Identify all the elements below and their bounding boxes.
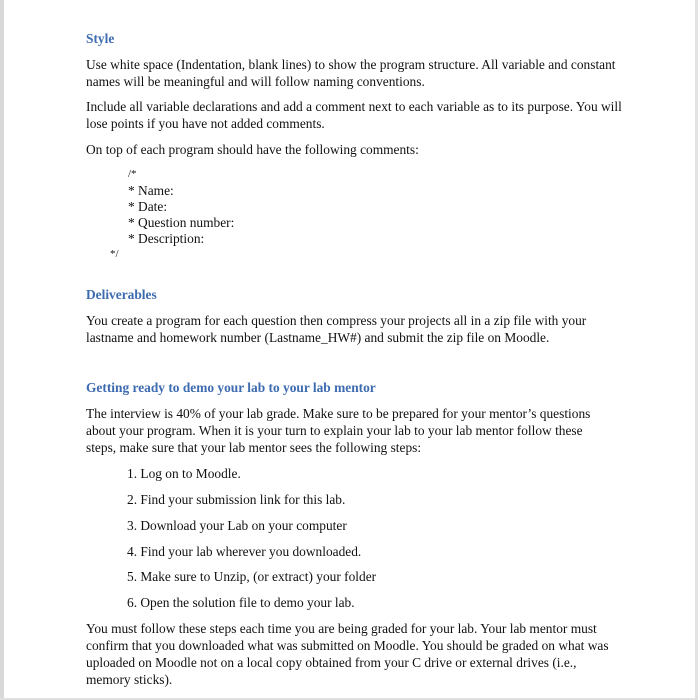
style-paragraph-comments: Include all variable declarations and add a comment next to each variable as to its purpose. You will lose points if you have not added comments. [86,99,622,131]
demo-step-1: 1. Log on to Moodle. [127,466,241,481]
demo-step-3: 3. Download your Lab on your computer [127,518,347,533]
style-heading: Style [86,31,115,46]
comment-line-question: * Question number: [128,215,235,230]
demo-step-6: 6. Open the solution file to demo your lab. [127,595,355,610]
style-paragraph-header-intro: On top of each program should have the following comments: [86,142,419,157]
demo-step-5: 5. Make sure to Unzip, (or extract) your folder [127,569,377,584]
demo-heading: Getting ready to demo your lab to your lab mentor [86,380,376,395]
comment-line-date: * Date: [128,199,168,214]
style-paragraph-whitespace: Use white space (Indentation, blank lines) to show the program structure. All variable and constant names will be meaningful and will follow naming conventions. [86,57,616,89]
page-edge-left [0,0,4,700]
demo-closing-paragraph: You must follow these steps each time you are being graded for your lab. Your lab mentor must confirm that you downloaded what was submitted on Moodle. You should be graded on what was uploaded on Moodle not on a local copy obtained from your C drive or external drives (i.e., memory sticks). [86,621,609,687]
demo-step-2: 2. Find your submission link for this lab. [127,492,346,507]
demo-step-4: 4. Find your lab wherever you downloaded. [127,544,362,559]
comment-close: */ [110,248,119,260]
demo-paragraph: The interview is 40% of your lab grade. Make sure to be prepared for your mentor’s questions about your program. When it is your turn to explain your lab to your lab mentor follow these steps, make sure that your lab mentor sees the following steps: [86,406,591,455]
comment-line-description: * Description: [128,231,205,246]
comment-open: /* [128,168,137,180]
comment-line-name: * Name: [128,183,174,198]
deliverables-paragraph: You create a program for each question then compress your projects all in a zip file with your lastname and homework number (Lastname_HW#) and submit the zip file on Moodle. [86,313,587,345]
deliverables-heading: Deliverables [86,287,157,302]
